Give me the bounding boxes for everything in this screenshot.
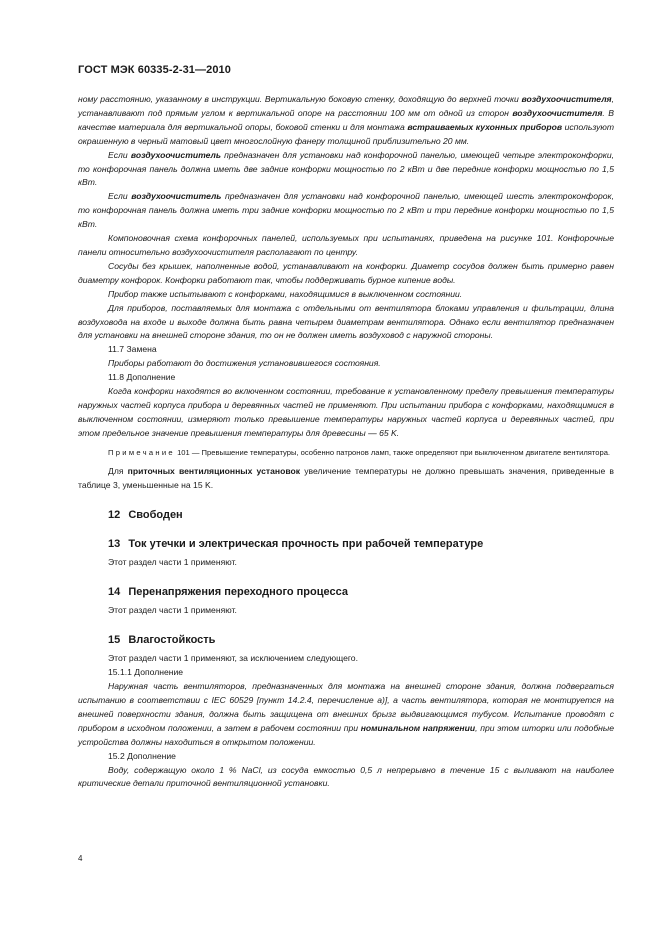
subsection-heading: 15.1.1 Дополнение [108,667,184,678]
paragraph: Наружная часть вентиляторов, предназначенных для монтажа на внешней стороне здания, должна подвергаться испытанию в соответствии с IEC 60529 [пункт 14.2.4, перечисление a)], а часть вентилятора, которая не монтируется на внешней поверхности здания, должна быть защищена от внешних брызг выдвигающимся тубусом. Испытание проводят с прибором в исходном положении, а затем в рабочем состоянии при номинальном напряжении, при этом шторки или подобные устройства должны находиться в открытом положении. [78,681,614,747]
paragraph: Воду, содержащую около 1 % NaCl, из сосуда емкостью 0,5 л непрерывно в течение 15 с выливают на наиболее критические детали приточной вентиляционной установки. [78,764,614,789]
term: встраиваемых кухонных приборов [407,121,563,132]
section-heading-15: 15 Влагостойкость [108,634,216,647]
term: воздухоочиститель [130,149,221,160]
subsection-heading: 15.2 Дополнение [108,750,176,761]
section-heading-12: 12 Свободен [108,509,183,522]
note-label: Примечание [108,447,175,457]
page-number: 4 [78,854,83,863]
section-heading-13: 13 Ток утечки и электрическая прочность при рабочей температуре [108,538,484,551]
term: воздухоочиститель [131,191,222,202]
paragraph: Этот раздел части 1 применяют. [108,605,237,616]
paragraph: ному расстоянию, указанному в инструкции. Вертикальную боковую стенку, доходящую до верхней точки воздухоочистителя, устанавливают под прямым углом к вертикальной опоре на расстоянии 100 мм от одной из сторон воздухоочистителя. В качестве материала для вертикальной опоры, боковой стенки и для монтажа встраиваемых кухонных приборов используют окрашенную в черный матовый цвет многослойную фанеру толщиной приблизительно 20 мм. [78,94,615,146]
term: воздухоочистителя [512,107,603,118]
paragraph: Приборы работают до достижения установившегося состояния. [108,358,381,369]
paragraph: Если воздухоочиститель предназначен для установки над конфорочной панелью, имеющей шесть электроконфорок, то конфорочная панель должна иметь три задние конфорки мощностью по 2 кВт и три передние конфорки мощностью по 1,5 кВт. [78,191,614,230]
page-content [78,93,614,791]
term: воздухоочистителя [521,94,612,104]
paragraph: Сосуды без крышек, наполненные водой, устанавливают на конфорки. Диаметр сосудов должен быть примерно равен диаметру конфорок. Конфорки работают так, чтобы поддерживать бурное кипение воды. [78,260,614,285]
paragraph: Для приточных вентиляционных установок увеличение температуры не должно превышать значения, приведенные в таблице 3, уменьшенные на 15 K. [78,465,614,490]
paragraph: Прибор также испытывают с конфорками, находящимися в выключенном состоянии. [108,288,463,299]
section-heading-14: 14 Перенапряжения переходного процесса [108,586,348,599]
subsection-heading: 11.8 Дополнение [108,372,176,383]
paragraph: Когда конфорки находятся во включенном состоянии, требование к установленному пределу превышения температуры наружных частей корпуса прибора и деревянных частей не применяют. При испытании прибора с конфорками, находящимися в выключенном состоянии, измеряют только превышение температуры наружных частей корпуса и деревянных частей, при этом предельное значение превышения температуры для древесины — 65 K. [78,386,614,438]
paragraph: Этот раздел части 1 применяют, за исключением следующего. [108,653,358,664]
note: Примечание 101 — Превышение температуры, особенно патронов ламп, также определяют при выключенном двигателе вентилятора. [108,447,611,457]
paragraph: Для приборов, поставляемых для монтажа с отдельными от вентилятора блоками управления и фильтрации, длина воздуховода на входе и выходе должна быть равна четырем диаметрам вентилятора. Однако если вентилятор предназначен для установки на внешней стороне здания, то он не должен иметь воздуховод с наружной стороны. [78,302,614,341]
term: номинальном напряжении [360,722,476,733]
subsection-heading: 11.7 Замена [108,344,157,355]
term: приточных вентиляционных установок [127,465,301,476]
paragraph: Этот раздел части 1 применяют. [108,557,237,568]
paragraph: Если воздухоочиститель предназначен для установки над конфорочной панелью, имеющей четыре электроконфорки, то конфорочная панель должна иметь две задние конфорки мощностью по 2 кВт и две передние конфорки мощностью по 1,5 кВт. [78,149,614,188]
page-header: ГОСТ МЭК 60335-2-31—2010 [78,64,231,76]
paragraph: Компоновочная схема конфорочных панелей, используемых при испытаниях, приведена на рисунке 101. Конфорочные панели относительно воздухоочистителя располагают по центру. [78,233,614,257]
